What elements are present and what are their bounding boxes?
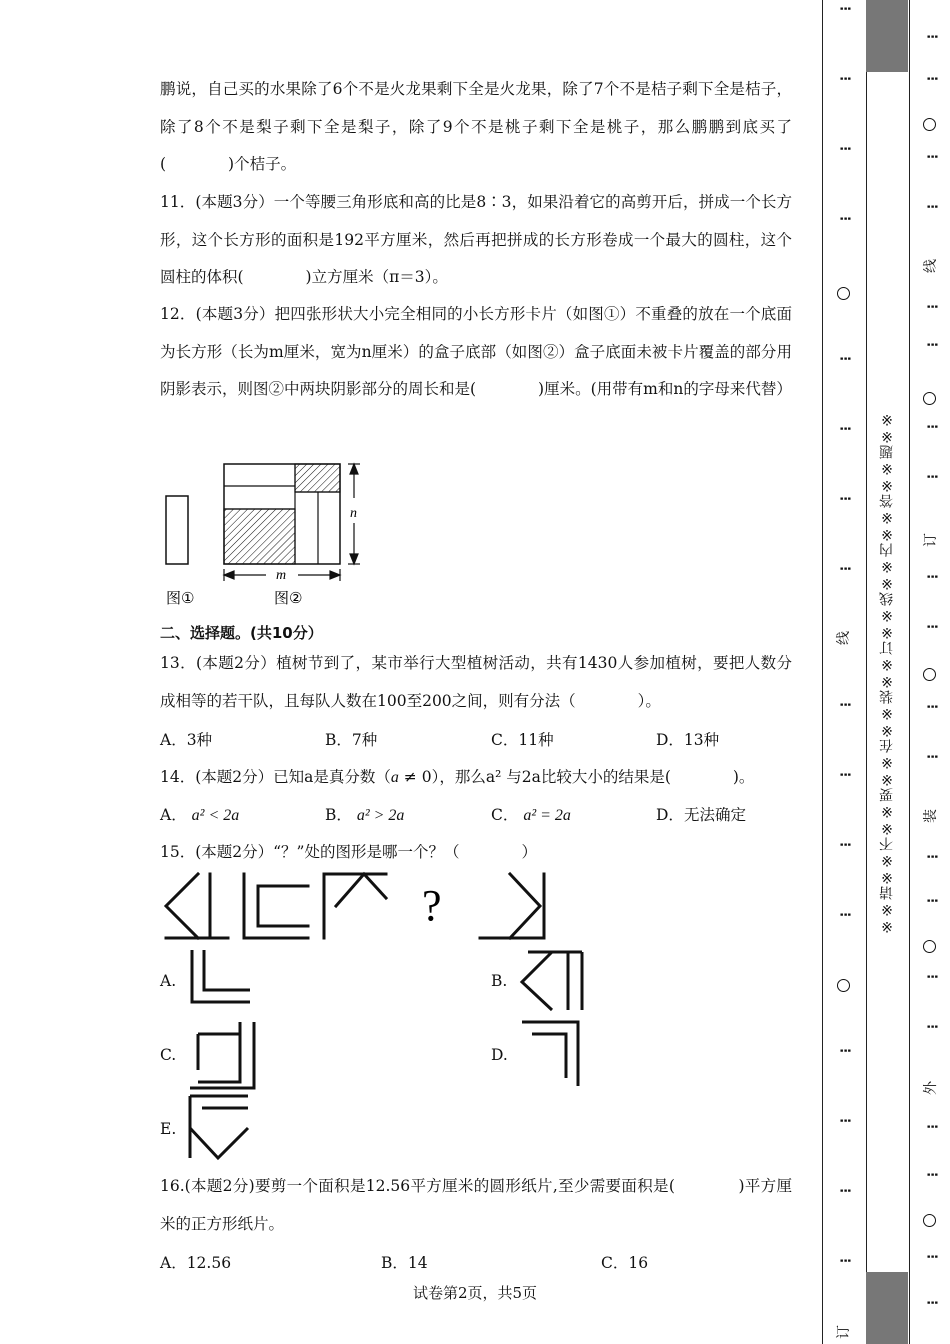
dots: ⋮ xyxy=(837,1254,852,1267)
dots: ⋮ xyxy=(924,470,939,483)
outer-label-zhuang: 装 xyxy=(923,809,939,823)
dots: ⋮ xyxy=(924,1296,939,1309)
dots: ⋮ xyxy=(924,894,939,907)
q15-option-b-figure xyxy=(516,946,588,1014)
dots: ⋮ xyxy=(837,1044,852,1057)
dots: ⋮ xyxy=(837,562,852,575)
dots: ⋮ xyxy=(837,422,852,435)
seq-question-mark: ? xyxy=(422,881,442,930)
question-11: 11．(本题3分）一个等腰三角形底和高的比是8∶3，如果沿着它的高剪开后，拼成一个长方形，这个长方形的面积是192平方厘米，然后再把拼成的长方形卷成一个最大的圆柱，这个圆柱的体积( )立方厘米（π＝3）。 xyxy=(160,193,792,286)
dots: ⋮ xyxy=(924,300,939,313)
q13-option-c: C．11种 xyxy=(491,731,554,749)
page-footer: 试卷第2页，共5页 xyxy=(412,1284,538,1302)
dots: ⋮ xyxy=(837,1114,852,1127)
inner-label-ding: 订 xyxy=(836,1325,852,1339)
q14-option-a: A． a² < 2a xyxy=(160,806,240,824)
inner-label-xian: 线 xyxy=(836,631,852,645)
outer-label-xian: 线 xyxy=(923,259,939,273)
seq-figure-2 xyxy=(244,874,308,938)
q15-option-b-label: B. xyxy=(491,972,508,990)
dots: ⋮ xyxy=(924,200,939,213)
dots: ⋮ xyxy=(924,338,939,351)
seq-figure-3 xyxy=(324,874,386,938)
dots: ⋮ xyxy=(837,838,852,851)
figure-2-box xyxy=(224,464,340,564)
binding-hole-icon xyxy=(923,118,936,131)
dots: ⋮ xyxy=(924,150,939,163)
dots: ⋮ xyxy=(924,72,939,85)
seq-figure-1 xyxy=(166,874,228,938)
binding-hole-icon xyxy=(923,1214,936,1227)
binding-hole-icon xyxy=(837,979,850,992)
dots: ⋮ xyxy=(924,1120,939,1133)
dots: ⋮ xyxy=(837,212,852,225)
section-2-heading: 二、选择题。(共10分） xyxy=(160,624,323,642)
dots: ⋮ xyxy=(837,492,852,505)
dots: ⋮ xyxy=(837,1184,852,1197)
dots: ⋮ xyxy=(837,768,852,781)
dots: ⋮ xyxy=(837,72,852,85)
q15-option-d-figure xyxy=(516,1016,588,1092)
q15-option-c-figure xyxy=(184,1018,262,1090)
q15-option-e-label: E. xyxy=(160,1120,177,1138)
q15-option-d-label: D. xyxy=(491,1046,508,1064)
m-label: m xyxy=(276,568,287,583)
binding-hole-icon xyxy=(837,287,850,300)
dots: ⋮ xyxy=(837,908,852,921)
seq-figure-5 xyxy=(480,874,544,938)
figure-1-label: 图① xyxy=(166,589,195,607)
question-12-figure xyxy=(160,455,380,615)
binding-gray-top xyxy=(866,0,908,72)
q15-option-c-label: C. xyxy=(160,1046,177,1064)
q15-option-a-label: A. xyxy=(160,972,177,990)
n-label: n xyxy=(350,506,357,521)
dots: ⋮ xyxy=(924,850,939,863)
figure-1-card xyxy=(166,496,188,564)
dots: ⋮ xyxy=(924,420,939,433)
dots: ⋮ xyxy=(837,698,852,711)
q14-option-c: C． a² = 2a xyxy=(491,806,571,824)
question-10-continuation: 鹏说，自己买的水果除了6个不是火龙果剩下全是火龙果，除了7个不是桔子剩下全是桔子，除了8个不是梨子剩下全是梨子，除了9个不是桃子剩下全是桃子，那么鹏鹏到底买了( )个桔子。 xyxy=(160,80,792,173)
question-12: 12．(本题3分）把四张形状大小完全相同的小长方形卡片（如图①）不重叠的放在一个底面为长方形（长为m厘米，宽为n厘米）的盒子底部（如图②）盒子底面未被卡片覆盖的部分用阴影表示，则图②中两块阴影部分的周长和是( )厘米。(用带有m和n的字母来代替） xyxy=(160,305,792,398)
q16-option-b: B．14 xyxy=(381,1254,428,1272)
dots: ⋮ xyxy=(924,750,939,763)
dots: ⋮ xyxy=(924,620,939,633)
dots: ⋮ xyxy=(924,1020,939,1033)
q13-option-b: B．7种 xyxy=(325,731,378,749)
q13-option-d: D．13种 xyxy=(656,731,720,749)
binding-warning: ※※请※※不※※要※※在※※装※※订※※线※※内※※答※※题※※ xyxy=(879,410,895,934)
binding-hole-icon xyxy=(923,392,936,405)
dots: ⋮ xyxy=(924,970,939,983)
q15-option-e-figure xyxy=(184,1092,254,1164)
binding-hole-icon xyxy=(923,668,936,681)
q15-sequence xyxy=(160,868,560,944)
q16-option-c: C．16 xyxy=(601,1254,649,1272)
question-13-stem: 13．(本题2分）植树节到了，某市举行大型植树活动，共有1430人参加植树，要把人数分成相等的若干队，且每队人数在100至200之间，则有分法（ ）。 xyxy=(160,654,792,710)
q15-option-a-figure xyxy=(186,946,256,1008)
question-14-stem: 14．(本题2分）已知a是真分数（a ≠ 0），那么a² 与2a比较大小的结果是( )。 xyxy=(160,768,755,786)
outer-label-wai: 外 xyxy=(923,1081,939,1095)
question-16-stem: 16.(本题2分)要剪一个面积是12.56平方厘米的圆形纸片,至少需要面积是( )平方厘米的正方形纸片。 xyxy=(160,1177,792,1233)
outer-label-ding: 订 xyxy=(923,533,939,547)
dots: ⋮ xyxy=(924,700,939,713)
binding-hole-icon xyxy=(923,940,936,953)
figure-2-label: 图② xyxy=(274,589,303,607)
q13-option-a: A．3种 xyxy=(160,731,213,749)
q14-option-b: B． a² > 2a xyxy=(325,806,405,824)
dots: ⋮ xyxy=(837,352,852,365)
dots: ⋮ xyxy=(924,30,939,43)
dots: ⋮ xyxy=(837,2,852,15)
dots: ⋮ xyxy=(837,142,852,155)
dots: ⋮ xyxy=(924,570,939,583)
dots: ⋮ xyxy=(924,1250,939,1263)
dots: ⋮ xyxy=(924,1168,939,1181)
q14-option-d: D．无法确定 xyxy=(656,806,746,824)
binding-gray-bottom xyxy=(866,1272,908,1344)
question-15-stem: 15．(本题2分）“？”处的图形是哪一个？（ ） xyxy=(160,843,537,861)
q16-option-a: A．12.56 xyxy=(160,1254,232,1272)
